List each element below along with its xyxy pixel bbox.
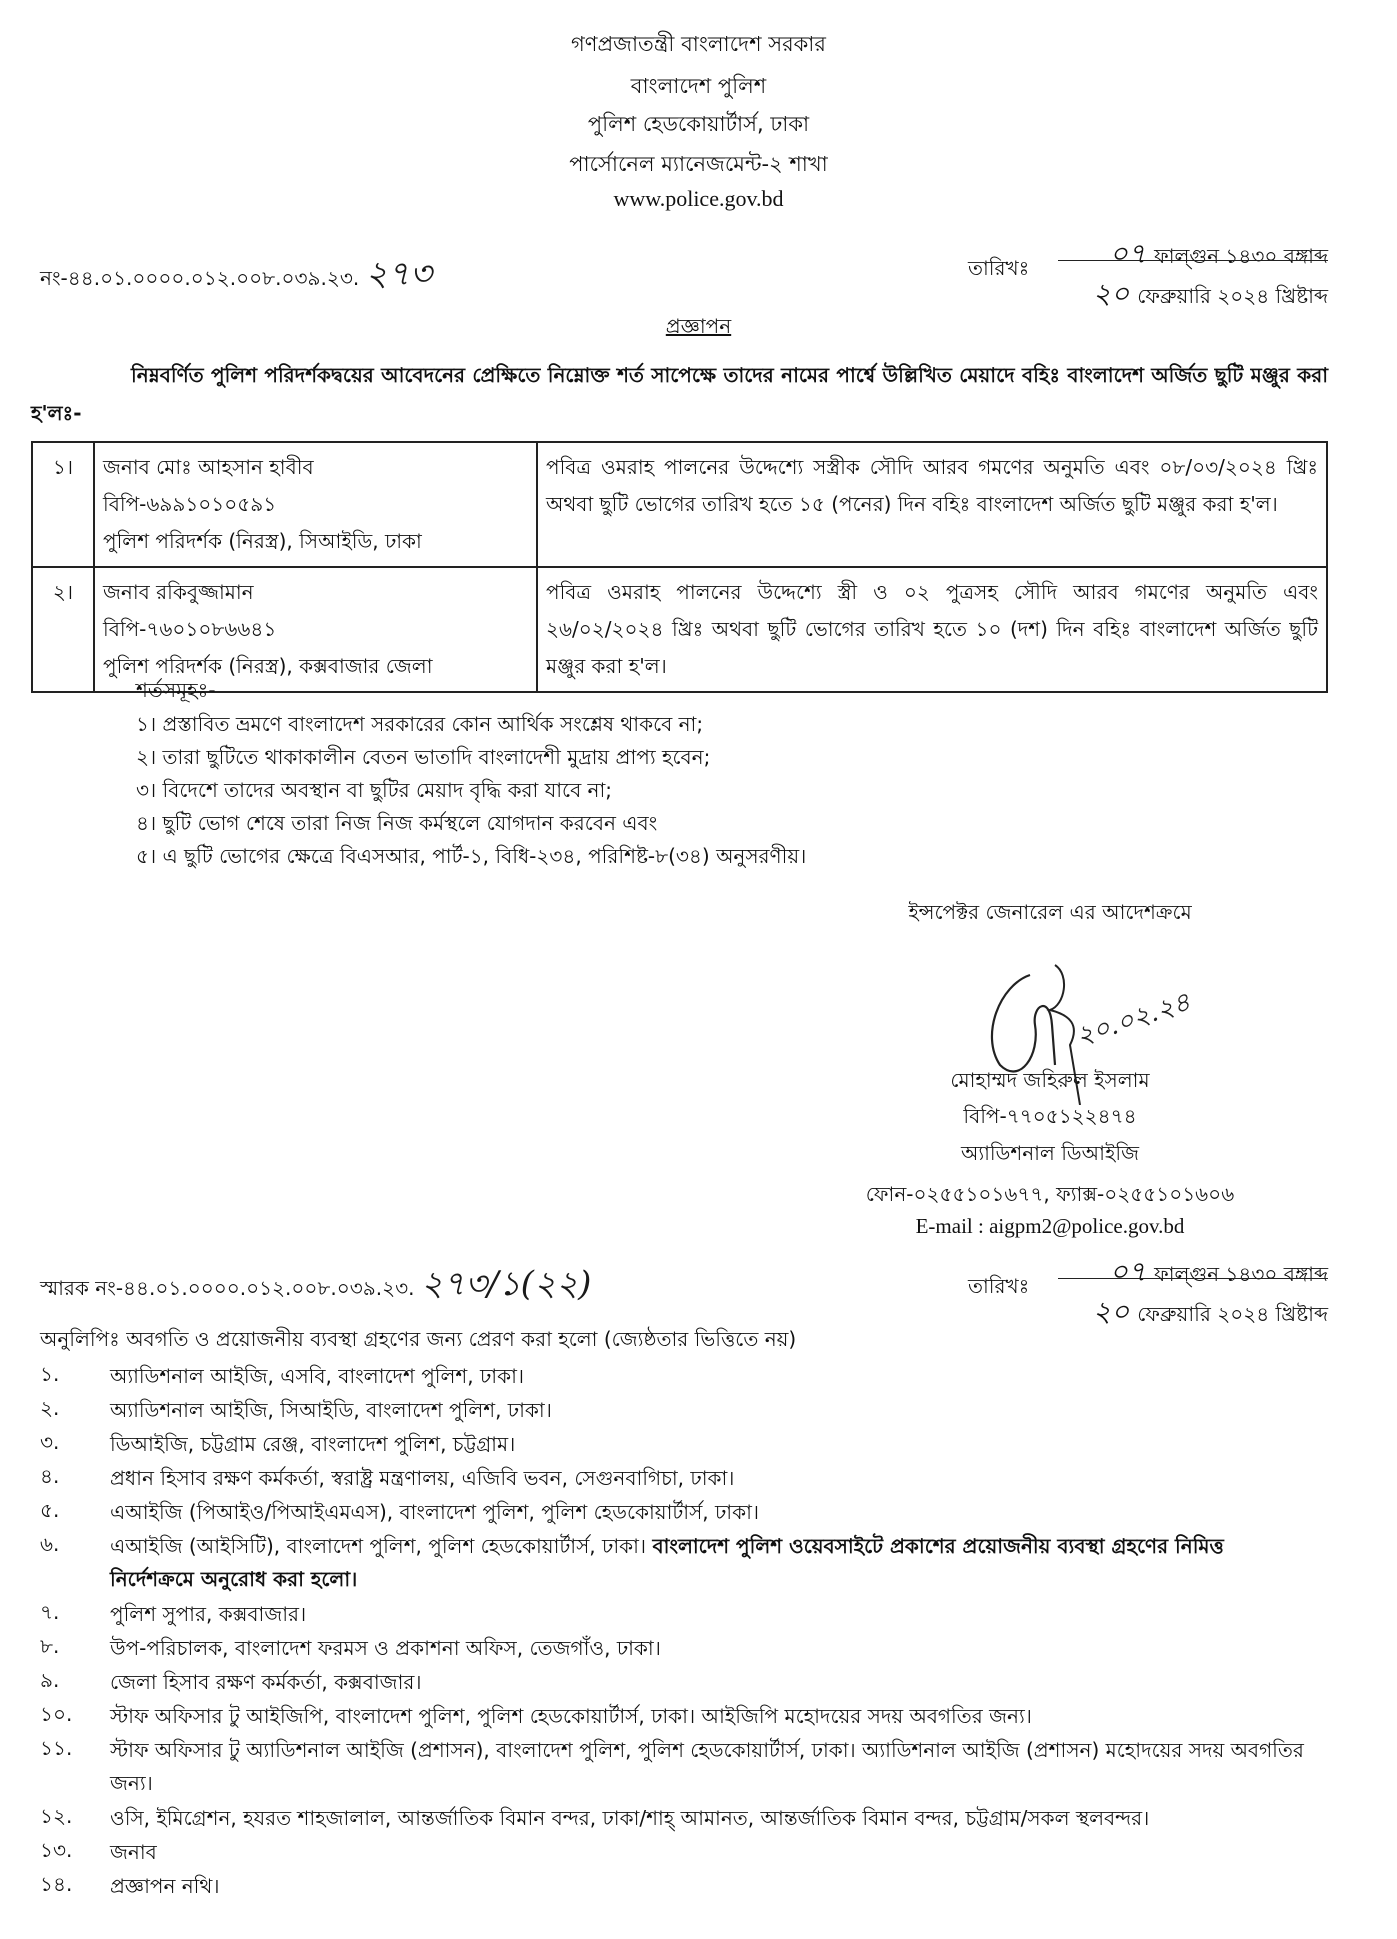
- copy-item-number: ৯.: [40, 1668, 60, 1692]
- copy-item-text: [110, 1666, 1310, 1699]
- memo2-number: [40, 1258, 591, 1315]
- serial: ২।: [32, 567, 94, 692]
- date-divider: [1058, 1278, 1328, 1279]
- copy-item-recipient: উপ-পরিচালক, বাংলাদেশ ফরমস ও প্রকাশনা অফিস, তেজগাঁও, ঢাকা।: [110, 1636, 661, 1660]
- copy-item-text: [110, 1496, 1310, 1529]
- signatory-bp: বিপি-৭৭০৫১২২৪৭৪: [963, 1104, 1137, 1128]
- govt-title: গণপ্রজাতন্ত্রী বাংলাদেশ সরকার: [571, 32, 826, 56]
- conditions-heading: শর্তসমূহঃ-: [136, 678, 216, 702]
- copy-item-instruction: বাংলাদেশ পুলিশ ওয়েবসাইটে প্রকাশের প্রয়োজনীয় ব্যবস্থা গ্রহণের নিমিত্ত নির্দেশক্রমে অনুরোধ করা হলো।: [110, 1534, 1224, 1591]
- date-label: তারিখঃ: [968, 1274, 1030, 1298]
- copy-item-number: ১.: [40, 1362, 60, 1386]
- copy-item-text: [110, 1360, 1310, 1393]
- copy-item-number: ৬.: [40, 1532, 60, 1556]
- copy-item-number: ৩.: [40, 1430, 60, 1454]
- copy-item-text: [110, 1632, 1310, 1665]
- copy-item-recipient: এআইজি (আইসিটি), বাংলাদেশ পুলিশ, পুলিশ হেডকোয়ার্টার্স, ঢাকা।: [110, 1534, 647, 1558]
- notice-title: প্রজ্ঞাপন: [665, 314, 732, 338]
- copy-item-text: [110, 1734, 1310, 1800]
- copy-item-number: ১০.: [40, 1702, 73, 1726]
- copy-item-recipient: জনাব: [110, 1840, 157, 1864]
- memo-number-prefix: নং-৪৪.০১.০০০০.০১২.০০৮.০৩৯.২৩.: [40, 266, 360, 290]
- copy-item-text: [110, 1870, 1310, 1903]
- copy-item-text: [110, 1700, 1310, 1733]
- officer-name: জনাব রকিবুজ্জামান: [103, 580, 254, 604]
- serial: ১।: [32, 442, 94, 567]
- office-title: পুলিশ হেডকোয়ার্টার্স, ঢাকা: [587, 112, 810, 136]
- officers-table: [31, 441, 1328, 693]
- copy-item-number: ১৩.: [40, 1838, 73, 1862]
- copy-item-number: ২.: [40, 1396, 60, 1420]
- copy-item-recipient: প্রধান হিসাব রক্ষণ কর্মকর্তা, স্বরাষ্ট্র মন্ত্রণালয়, এজিবি ভবন, সেগুনবাগিচা, ঢাকা।: [110, 1466, 735, 1490]
- condition-item: ৪। ছুটি ভোগ শেষে তারা নিজ নিজ কর্মস্থলে যোগদান করবেন এবং: [136, 811, 658, 835]
- leave-details: পবিত্র ওমরাহ পালনের উদ্দেশ্যে সস্ত্রীক সৌদি আরব গমণের অনুমতি এবং ০৮/০৩/২০২৪ খ্রিঃ অথবা ছুটি ভোগের তারিখ হতে ১৫ (পনের) দিন বহিঃ বাংলাদেশ অর্জিত ছুটি মঞ্জুর করা হ'ল।: [537, 442, 1327, 567]
- date-bangla: ফাল্গুন ১৪৩০ বঙ্গাব্দ: [1154, 1262, 1328, 1286]
- copy-item-number: ১২.: [40, 1804, 73, 1828]
- copy-heading: অনুলিপিঃ অবগতি ও প্রয়োজনীয় ব্যবস্থা গ্রহণের জন্য প্রেরণ করা হলো (জ্যেষ্ঠতার ভিত্তিতে নয়): [40, 1327, 797, 1351]
- leave-details: পবিত্র ওমরাহ পালনের উদ্দেশ্যে স্ত্রী ও ০২ পুত্রসহ সৌদি আরব গমণের অনুমতি এবং ২৬/০২/২০২৪ খ্রিঃ অথবা ছুটি ভোগের তারিখ হতে ১০ (দশ) দিন বহিঃ বাংলাদেশ অর্জিত ছুটি মঞ্জুর করা হ'ল।: [537, 567, 1327, 692]
- copy-item-text: [110, 1530, 1310, 1596]
- copy-item-recipient: স্টাফ অফিসার টু আইজিপি, বাংলাদেশ পুলিশ, পুলিশ হেডকোয়ার্টার্স, ঢাকা। আইজিপি মহোদয়ের সদয় অবগতির জন্য।: [110, 1704, 1032, 1728]
- date-bangla: ফাল্গুন ১৪৩০ বঙ্গাব্দ: [1154, 244, 1328, 268]
- copy-item-text: [110, 1598, 1310, 1631]
- copy-item-recipient: জেলা হিসাব রক্ষণ কর্মকর্তা, কক্সবাজার।: [110, 1670, 422, 1694]
- signatory-name: মোহাম্মদ জহিরুল ইসলাম: [950, 1068, 1150, 1092]
- copy-item-recipient: এআইজি (পিআইও/পিআইএমএস), বাংলাদেশ পুলিশ, পুলিশ হেডকোয়ার্টার্স, ঢাকা।: [110, 1500, 760, 1524]
- copy-item-text: [110, 1428, 1310, 1461]
- copy-item-number: ১১.: [40, 1736, 73, 1760]
- officer-name: জনাব মোঃ আহসান হাবীব: [103, 455, 314, 479]
- date-divider: [1058, 260, 1328, 261]
- officer-designation: পুলিশ পরিদর্শক (নিরস্ত্র), সিআইডি, ঢাকা: [103, 529, 422, 553]
- website: www.police.gov.bd: [613, 186, 784, 211]
- copy-item-recipient: প্রজ্ঞাপন নথি।: [110, 1874, 220, 1898]
- copy-item-number: ৫.: [40, 1498, 60, 1522]
- date-english: ফেব্রুয়ারি ২০২৪ খ্রিষ্টাব্দ: [1137, 284, 1328, 308]
- condition-item: ১। প্রস্তাবিত ভ্রমণে বাংলাদেশ সরকারের কোন আর্থিক সংশ্লেষ থাকবে না;: [136, 712, 704, 736]
- copy-item-number: ৭.: [40, 1600, 60, 1624]
- memo2-date: [968, 1250, 1328, 1328]
- table-row: [32, 442, 1327, 567]
- date-bangla-day: ০৭: [1109, 237, 1147, 270]
- officer-bp: বিপি-৭৬০১০৮৬৬৪১: [103, 617, 277, 641]
- signatory-phone-fax: ফোন-০২৫৫১০১৬৭৭, ফ্যাক্স-০২৫৫১০১৬০৬: [865, 1182, 1235, 1206]
- date-english-day: ২০: [1092, 277, 1130, 310]
- svg-text:২০.০২.২৪: ২০.০২.২৪: [1072, 987, 1195, 1052]
- condition-item: ৫। এ ছুটি ভোগের ক্ষেত্রে বিএসআর, পার্ট-১, বিধি-২৩৪, পরিশিষ্ট-৮(৩৪) অনুসরণীয়।: [136, 844, 807, 868]
- copy-item-text: [110, 1836, 1310, 1869]
- memo-number: [40, 248, 432, 305]
- officer-designation: পুলিশ পরিদর্শক (নিরস্ত্র), কক্সবাজার জেলা: [103, 654, 433, 678]
- copy-item-number: ১৪.: [40, 1872, 73, 1896]
- dept-title: বাংলাদেশ পুলিশ: [630, 74, 767, 98]
- condition-item: ২। তারা ছুটিতে থাকাকালীন বেতন ভাতাদি বাংলাদেশী মুদ্রায় প্রাপ্য হবেন;: [136, 745, 711, 769]
- copy-item-recipient: ডিআইজি, চট্টগ্রাম রেঞ্জ, বাংলাদেশ পুলিশ, চট্টগ্রাম।: [110, 1432, 516, 1456]
- copy-item-recipient: অ্যাডিশনাল আইজি, এসবি, বাংলাদেশ পুলিশ, ঢাকা।: [110, 1364, 525, 1388]
- condition-item: ৩। বিদেশে তাদের অবস্থান বা ছুটির মেয়াদ বৃদ্ধি করা যাবে না;: [136, 778, 613, 802]
- officer-bp: বিপি-৬৯৯১০১০৫৯১: [103, 492, 277, 516]
- table-row: [32, 567, 1327, 692]
- copy-item-text: [110, 1802, 1310, 1835]
- memo2-number-handwritten: ২৭৩/১(২২): [420, 1264, 592, 1304]
- date-english-day: ২০: [1092, 1295, 1130, 1328]
- copy-item-number: ৪.: [40, 1464, 60, 1488]
- date-bangla-day: ০৭: [1109, 1255, 1147, 1288]
- memo-number-handwritten: ২৭৩: [365, 254, 432, 294]
- copy-item-recipient: অ্যাডিশনাল আইজি, সিআইডি, বাংলাদেশ পুলিশ, ঢাকা।: [110, 1398, 552, 1422]
- date-label: তারিখঃ: [968, 256, 1030, 280]
- copy-item-recipient: স্টাফ অফিসার টু অ্যাডিশনাল আইজি (প্রশাসন), বাংলাদেশ পুলিশ, পুলিশ হেডকোয়ার্টার্স, ঢাকা। অ্যাডিশনাল আইজি (প্রশাসন) মহোদয়ের সদয় অবগতির জন্য।: [110, 1738, 1304, 1795]
- copy-item-recipient: পুলিশ সুপার, কক্সবাজার।: [110, 1602, 307, 1626]
- memo2-number-prefix: স্মারক নং-৪৪.০১.০০০০.০১২.০০৮.০৩৯.২৩.: [40, 1276, 415, 1300]
- memo-date: [968, 232, 1328, 310]
- copy-item-recipient: ওসি, ইমিগ্রেশন, হযরত শাহজালাল, আন্তর্জাতিক বিমান বন্দর, ঢাকা/শাহ্ আমানত, আন্তর্জাতিক বিমান বন্দর, চট্টগ্রাম/সকল স্থলবন্দর।: [110, 1806, 1150, 1830]
- branch-title: পার্সোনেল ম্যানেজমেন্ট-২ শাখা: [569, 152, 828, 176]
- signatory-email[interactable]: E-mail : aigpm2@police.gov.bd: [915, 1214, 1185, 1238]
- copy-item-text: [110, 1462, 1310, 1495]
- copy-item-number: ৮.: [40, 1634, 60, 1658]
- order-line: ইন্সপেক্টর জেনারেল এর আদেশক্রমে: [908, 900, 1192, 924]
- signatory-designation: অ্যাডিশনাল ডিআইজি: [961, 1141, 1139, 1165]
- date-english: ফেব্রুয়ারি ২০২৪ খ্রিষ্টাব্দ: [1137, 1302, 1328, 1326]
- copy-item-text: [110, 1394, 1310, 1427]
- intro-paragraph: নিম্নবর্ণিত পুলিশ পরিদর্শকদ্বয়ের আবেদনের প্রেক্ষিতে নিম্নোক্ত শর্ত সাপেক্ষে তাদের নামের পার্শ্বে উল্লিখিত মেয়াদে বহিঃ বাংলাদেশ অর্জিত ছুটি মঞ্জুর করা হ'লঃ-: [31, 363, 1328, 425]
